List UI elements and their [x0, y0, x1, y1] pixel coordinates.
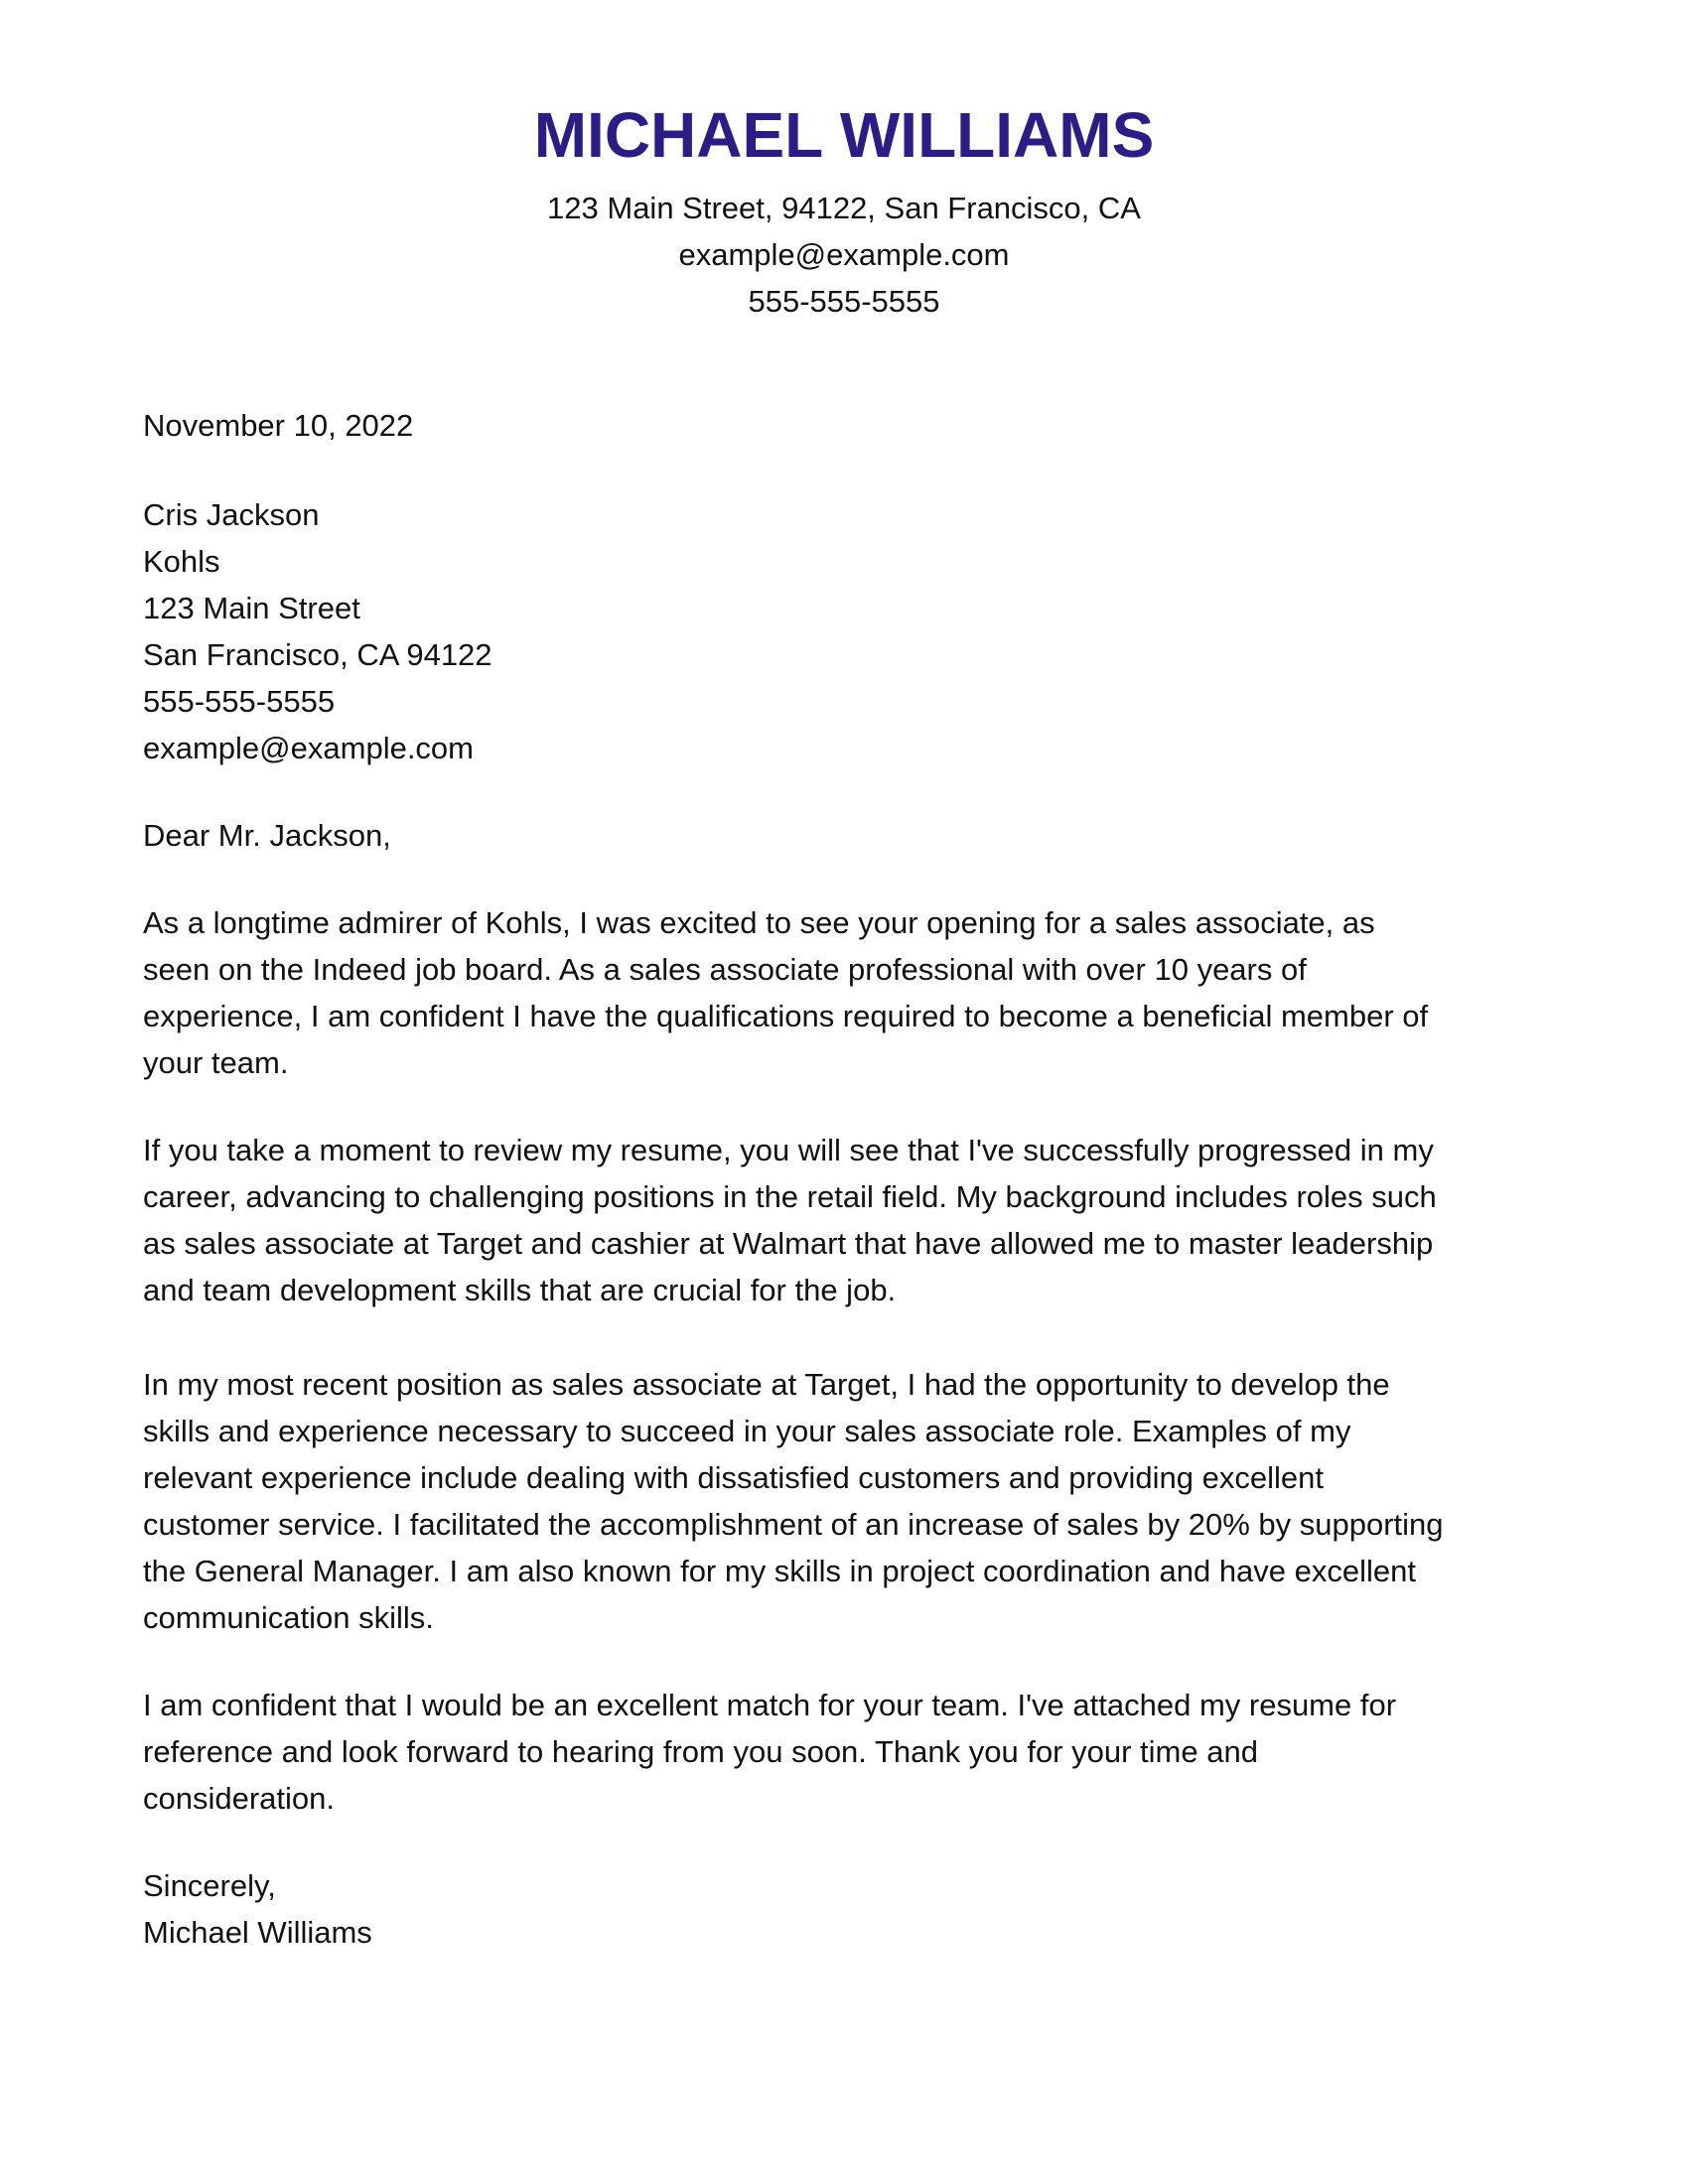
- paragraph-line: skills and experience necessary to succeed in your sales associate role. Examples of my: [143, 1414, 1351, 1448]
- paragraph-line: your team.: [143, 1045, 289, 1080]
- closing-block: [143, 1862, 1553, 1956]
- letter-body: [143, 402, 1553, 1956]
- paragraph-line: seen on the Indeed job board. As a sales associate professional with over 10 years of: [143, 952, 1307, 987]
- sender-name: MICHAEL WILLIAMS: [533, 99, 1155, 171]
- paragraph-line: communication skills.: [143, 1600, 434, 1635]
- paragraph-line: If you take a moment to review my resume, you will see that I've successfully progressed in my: [143, 1133, 1434, 1167]
- paragraph-line: as sales associate at Target and cashier at Walmart that have allowed me to master leadership: [143, 1226, 1434, 1261]
- valediction: Sincerely,: [143, 1868, 276, 1903]
- paragraph-line: In my most recent position as sales associate at Target, I had the opportunity to develop the: [143, 1367, 1390, 1402]
- paragraph-line: experience, I am confident I have the qualifications required to become a beneficial member of: [143, 999, 1429, 1033]
- paragraph-line: the General Manager. I am also known for my skills in project coordination and have excellent: [143, 1554, 1417, 1588]
- recipient-street: 123 Main Street: [143, 591, 360, 625]
- paragraph-line: customer service. I facilitated the accomplishment of an increase of sales by 20% by supporting: [143, 1507, 1444, 1542]
- paragraph-line: and team development skills that are crucial for the job.: [143, 1273, 897, 1307]
- paragraph-line: career, advancing to challenging positions in the retail field. My background includes roles such: [143, 1179, 1437, 1214]
- recipient-email: example@example.com: [143, 731, 474, 765]
- paragraph-3: [143, 1361, 1553, 1641]
- recipient-company: Kohls: [143, 544, 220, 579]
- recipient-city: San Francisco, CA 94122: [143, 637, 492, 672]
- signature-name: Michael Williams: [143, 1915, 372, 1950]
- salutation: Dear Mr. Jackson,: [143, 818, 391, 853]
- paragraph-line: I am confident that I would be an excellent match for your team. I've attached my resume for: [143, 1688, 1397, 1722]
- letter-date: November 10, 2022: [143, 408, 414, 443]
- letter-header: [0, 95, 1688, 325]
- recipient-name: Cris Jackson: [143, 497, 320, 532]
- paragraph-4: [143, 1682, 1553, 1822]
- paragraph-line: consideration.: [143, 1781, 336, 1816]
- sender-email: example@example.com: [678, 237, 1010, 272]
- recipient-phone: 555-555-5555: [143, 684, 336, 719]
- sender-phone: 555-555-5555: [748, 284, 940, 319]
- paragraph-1: [143, 899, 1553, 1086]
- paragraph-2: [143, 1127, 1553, 1313]
- sender-address: 123 Main Street, 94122, San Francisco, CA: [547, 191, 1141, 225]
- paragraph-line: As a longtime admirer of Kohls, I was excited to see your opening for a sales associate, as: [143, 905, 1375, 940]
- paragraph-line: reference and look forward to hearing from you soon. Thank you for your time and: [143, 1734, 1258, 1769]
- paragraph-line: relevant experience include dealing with dissatisfied customers and providing excellent: [143, 1460, 1325, 1495]
- recipient-block: [143, 491, 1553, 771]
